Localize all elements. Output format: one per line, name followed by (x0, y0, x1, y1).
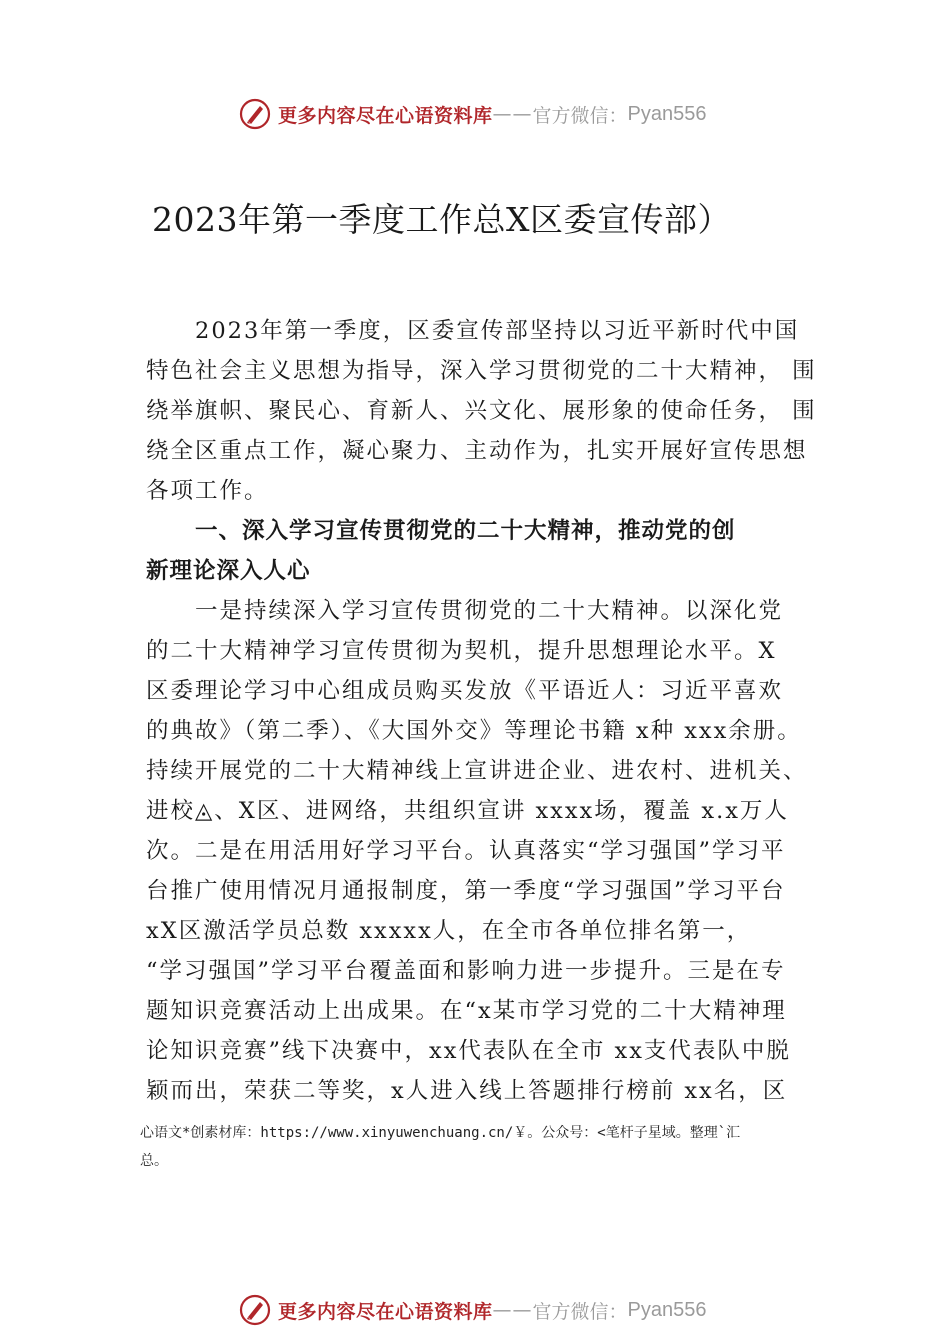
body-line: 台推广使用情况月通报制度，第一季度“学习强国”学习平台 (146, 878, 786, 904)
header-banner (238, 96, 707, 132)
pen-logo-icon (238, 1293, 272, 1327)
section-heading: 新理论深入人心 (146, 558, 311, 584)
banner-separator: —— (492, 103, 533, 125)
banner-wechat-id: Pyan556 (627, 1298, 707, 1321)
banner-wechat-id: Pyan556 (627, 102, 707, 125)
body-line: “学习强国”学习平台覆盖面和影响力进一步提升。三是在专 (146, 958, 786, 984)
pen-logo-icon (238, 97, 272, 131)
banner-wechat-label: 官方微信： (532, 104, 628, 127)
body-line: 的典故》（第二季）、《大国外交》等理论书籍 x种 xxx余册。 (146, 718, 802, 744)
body-line: 持续开展党的二十大精神线上宣讲进企业、进农村、进机关、 (146, 758, 808, 784)
footer-banner (238, 1292, 707, 1328)
body-line: 绕举旗帜、聚民心、育新人、兴文化、展形象的使命任务， 围 (146, 398, 817, 424)
body-line: 一是持续深入学习宣传贯彻党的二十大精神。以深化党 (195, 598, 784, 624)
body-line: 进校◬、Ⅹ区、进网络，共组织宣讲 xxxx场，覆盖 x.x万人 (146, 798, 789, 824)
body-line: 颖而出，荣获二等奖，x人进入线上答题排行榜前 xx名，区 (146, 1078, 788, 1104)
body-line: 次。二是在用活用好学习平台。认真落实“学习强国”学习平 (146, 838, 786, 864)
banner-separator: —— (492, 1299, 533, 1321)
banner-wechat-label: 官方微信： (532, 1300, 628, 1323)
body-line: 2023年第一季度，区委宣传部坚持以习近平新时代中国 (195, 318, 800, 344)
document-title: 2023年第一季度工作总Ⅹ区委宣传部） (152, 200, 731, 239)
body-line: 的二十大精神学习宣传贯彻为契机，提升思想理论水平。X (146, 638, 777, 664)
body-line: 区委理论学习中心组成员购买发放《平语近人：习近平喜欢 (146, 678, 784, 704)
footer-source-line-end: 总。 (140, 1153, 168, 1169)
footer-source-line: 心语文*创素材库：https://www.xinyuwenchuang.cn/￥。公众号：<笔杆子星域。整理`汇 (140, 1125, 741, 1141)
section-heading: 一、深入学习宣传贯彻党的二十大精神，推动党的创 (195, 518, 736, 544)
body-line: 题知识竞赛活动上出成果。在“x某市学习党的二十大精神理 (146, 998, 787, 1024)
banner-slogan: 更多内容尽在心语资料库 (278, 104, 493, 127)
body-line: 各项工作。 (146, 478, 269, 504)
body-line: xX区激活学员总数 xxxxx人，在全市各单位排名第一， (146, 918, 752, 944)
body-line: 绕全区重点工作，凝心聚力、主动作为，扎实开展好宣传思想 (146, 438, 808, 464)
body-line: 论知识竞赛”线下决赛中，xx代表队在全市 xx支代表队中脱 (146, 1038, 791, 1064)
banner-slogan: 更多内容尽在心语资料库 (278, 1300, 493, 1323)
body-line: 特色社会主义思想为指导，深入学习贯彻党的二十大精神， 围 (146, 358, 817, 384)
